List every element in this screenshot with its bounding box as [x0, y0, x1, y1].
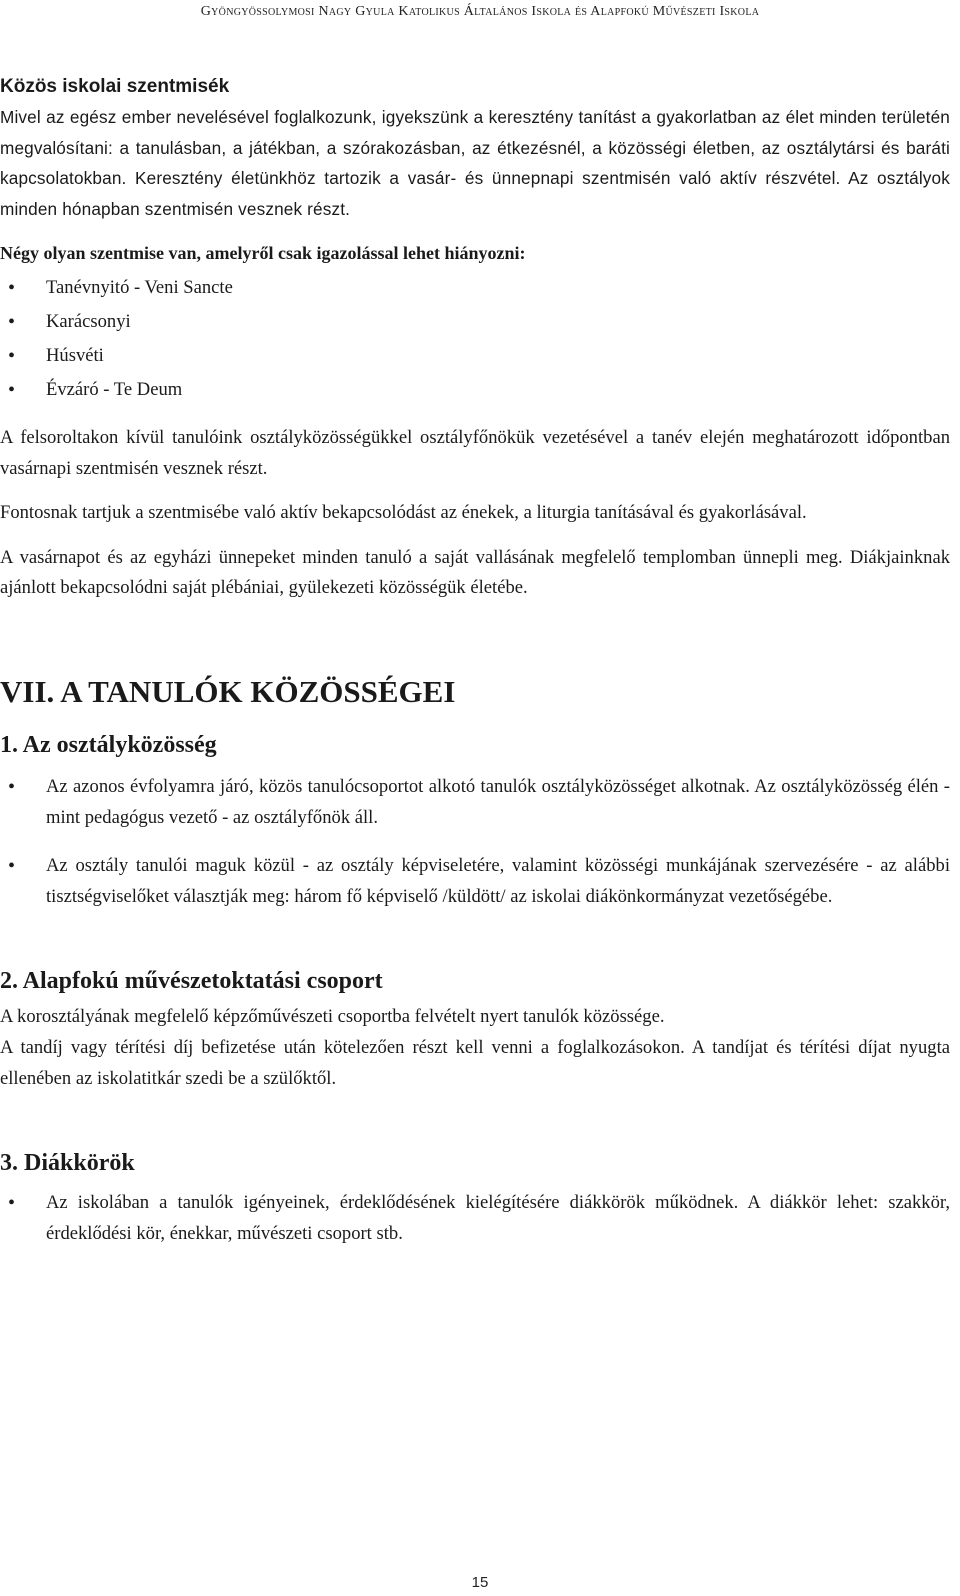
chapter-title: VII. A TANULÓK KÖZÖSSÉGEI — [0, 673, 456, 709]
section-paragraph: Mivel az egész ember nevelésével foglalkozunk, igyekszünk a keresztény tanítást a gyakorlatban az élet minden területén megvalósítani: a tanulásban, a játékban, a szórakozásban, az étkezésnél, a közösségi életben, az osztálytársi és baráti kapcsolatokban. Keresztény életünkhöz tartozik a vasár- és ünnepnapi szentmisén való aktív részvétel. Az osztályok minden hónapban szentmisén vesznek részt. — [0, 107, 950, 219]
list-item: • Tanévnyitó - Veni Sancte — [0, 271, 950, 305]
page-header: Gyöngyössolymosi Nagy Gyula Katolikus Általános Iskola és Alapfokú Művészeti Iskola — [200, 4, 760, 19]
masses-intro: Négy olyan szentmise van, amelyről csak igazolással lehet hiányozni: — [0, 243, 526, 264]
subsection-title: 2. Alapfokú művészetoktatási csoport — [0, 968, 383, 995]
paragraph: A korosztályának megfelelő képzőművészeti csoportba felvételt nyert tanulók közössége. — [0, 1006, 665, 1028]
paragraph: A tandíj vagy térítési díj befizetése után kötelezően részt kell venni a foglalkozásokon. A tandíjat és térítési díjat nyugta ellenében az iskolatitkár szedi be a szülőktől. — [0, 1036, 950, 1089]
list-item: • Az osztály tanulói maguk közül - az osztály képviseletére, valamint közösségi munkájának szervezésére - az alábbi tisztségviselőket választják meg: három fő képviselő /küldött/ az iskolai diákönkormányzat vezetőségébe. — [0, 851, 950, 912]
list-item: • Az azonos évfolyamra járó, közös tanulócsoportot alkotó tanulók osztályközösséget alkotnak. Az osztályközösség élén - mint pedagógus vezető - az osztályfőnök áll. — [0, 772, 950, 833]
subsection-title: 3. Diákkörök — [0, 1150, 135, 1177]
paragraph: A vasárnapot és az egyházi ünnepeket minden tanuló a saját vallásának megfelelő templomban ünnepli meg. Diákjainknak ajánlott bekapcsolódni saját plébániai, gyülekezeti közösségük életébe. — [0, 546, 950, 599]
paragraph: A felsoroltakon kívül tanulóink osztályközösségükkel osztályfőnökük vezetésével a tanév elején meghatározott időpontban vasárnapi szentmisén vesznek részt. — [0, 426, 950, 479]
subsection-title: 1. Az osztályközösség — [0, 731, 217, 758]
section-title: Közös iskolai szentmisék — [0, 76, 230, 97]
paragraph: Fontosnak tartjuk a szentmisébe való aktív bekapcsolódást az énekek, a liturgia tanításával és gyakorlásával. — [0, 502, 807, 524]
page-number: 15 — [471, 1574, 489, 1591]
document-body — [0, 72, 950, 1249]
list-item: • Az iskolában a tanulók igényeinek, érdeklődésének kielégítésére diákkörök működnek. A diákkör lehet: szakkör, érdeklődési kör, énekkar, művészeti csoport stb. — [0, 1188, 950, 1249]
class-community-list — [0, 772, 950, 912]
masses-list — [0, 271, 950, 407]
list-item: • Karácsonyi — [0, 305, 950, 339]
list-item: • Húsvéti — [0, 339, 950, 373]
list-item: • Évzáró - Te Deum — [0, 373, 950, 407]
clubs-list — [0, 1188, 950, 1249]
